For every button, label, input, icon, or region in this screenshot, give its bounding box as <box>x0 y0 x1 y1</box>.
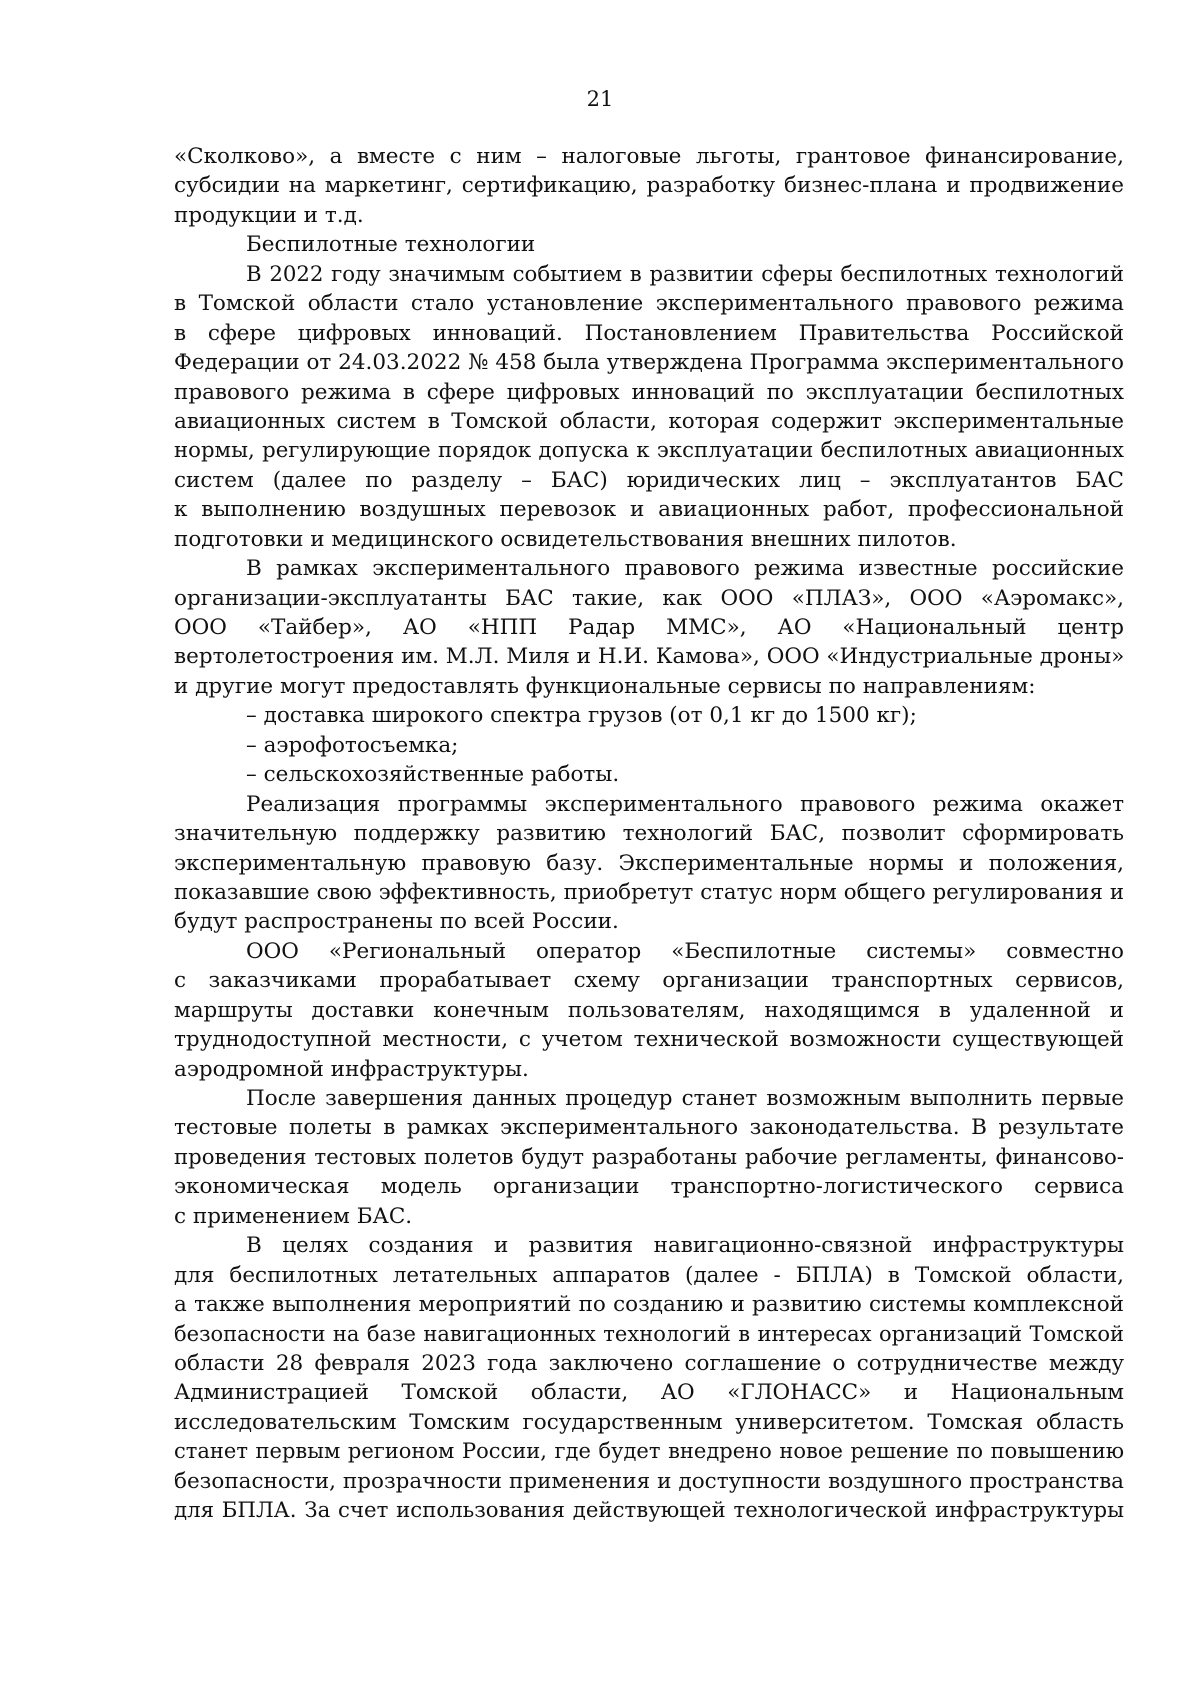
text-line: организации-эксплуатанты БАС такие, как ООО «ПЛАЗ», ООО «Аэромакс», <box>174 585 1124 611</box>
text-line: вертолетостроения им. М.Л. Миля и Н.И. Камова», ООО «Индустриальные дроны» <box>174 644 1125 670</box>
text-line: авиационных систем в Томской области, которая содержит экспериментальные <box>174 408 1124 434</box>
text-line: систем (далее по разделу – БАС) юридических лиц – эксплуатантов БАС <box>174 467 1124 493</box>
text-line: – сельскохозяйственные работы. <box>246 762 620 788</box>
text-line: с применением БАС. <box>174 1203 413 1229</box>
text-line: В рамках экспериментального правового режима известные российские <box>246 556 1124 582</box>
body-text <box>174 142 1124 1526</box>
text-line: ООО «Региональный оператор «Беспилотные системы» совместно <box>246 938 1124 964</box>
text-line: экономическая модель организации транспортно-логистического сервиса <box>174 1174 1124 1200</box>
text-line: и другие могут предоставлять функциональные сервисы по направлениям: <box>174 673 1036 699</box>
text-line: маршруты доставки конечным пользователям, находящимся в удаленной и <box>174 997 1124 1023</box>
text-line: В 2022 году значимым событием в развитии сферы беспилотных технологий <box>246 261 1124 287</box>
text-line: Администрацией Томской области, АО «ГЛОНАСС» и Национальным <box>174 1380 1124 1406</box>
text-line: тестовые полеты в рамках экспериментального законодательства. В результате <box>174 1115 1124 1141</box>
text-line: станет первым регионом России, где будет внедрено новое решение по повышению <box>174 1439 1124 1464</box>
page-number: 21 <box>586 87 614 111</box>
text-line: правового режима в сфере цифровых инноваций по эксплуатации беспилотных <box>174 379 1124 405</box>
text-line: подготовки и медицинского освидетельствования внешних пилотов. <box>174 526 957 552</box>
text-line: продукции и т.д. <box>174 202 364 228</box>
text-line: к выполнению воздушных перевозок и авиационных работ, профессиональной <box>174 497 1124 523</box>
text-line: труднодоступной местности, с учетом технической возможности существующей <box>174 1027 1124 1053</box>
text-line: аэродромной инфраструктуры. <box>174 1056 529 1082</box>
text-line: Федерации от 24.03.2022 № 458 была утверждена Программа экспериментального <box>174 350 1124 376</box>
text-line: – доставка широкого спектра грузов (от 0,1 кг до 1500 кг); <box>246 703 917 729</box>
text-line: показавшие свою эффективность, приобретут статус норм общего регулирования и <box>174 879 1124 905</box>
text-line: После завершения данных процедур станет возможным выполнить первые <box>246 1086 1124 1111</box>
text-line: «Сколково», а вместе с ним – налоговые льготы, грантовое финансирование, <box>174 144 1124 169</box>
text-line: для БПЛА. За счет использования действующей технологической инфраструктуры <box>174 1498 1124 1524</box>
text-line: будут распространены по всей России. <box>174 909 619 935</box>
text-line: исследовательским Томским государственным университетом. Томская область <box>174 1409 1124 1435</box>
text-line: с заказчиками прорабатывает схему организации транспортных сервисов, <box>174 968 1124 994</box>
text-line: ООО «Тайбер», АО «НПП Радар ММС», АО «Национальный центр <box>174 615 1124 640</box>
text-line: безопасности на базе навигационных технологий в интересах организаций Томской <box>174 1321 1124 1346</box>
text-line: Беспилотные технологии <box>246 232 536 258</box>
text-line: нормы, регулирующие порядок допуска к эксплуатации беспилотных авиационных <box>174 438 1124 464</box>
text-line: субсидии на маркетинг, сертификацию, разработку бизнес-плана и продвижение <box>174 173 1124 199</box>
text-line: в Томской области стало установление экспериментального правового режима <box>174 291 1124 317</box>
text-line: области 28 февраля 2023 года заключено соглашение о сотрудничестве между <box>174 1350 1124 1376</box>
text-line: значительную поддержку развитию технологий БАС, позволит сформировать <box>174 821 1124 847</box>
text-line: безопасности, прозрачности применения и доступности воздушного пространства <box>174 1468 1124 1494</box>
text-line: – аэрофотосъемка; <box>246 732 459 758</box>
text-line: а также выполнения мероприятий по созданию и развитию системы комплексной <box>174 1292 1124 1318</box>
text-line: экспериментальную правовую базу. Экспериментальные нормы и положения, <box>174 850 1124 876</box>
text-line: В целях создания и развития навигационно-связной инфраструктуры <box>246 1233 1124 1259</box>
text-line: в сфере цифровых инноваций. Постановлением Правительства Российской <box>174 320 1124 346</box>
text-line: проведения тестовых полетов будут разработаны рабочие регламенты, финансово- <box>174 1144 1124 1170</box>
text-line: Реализация программы экспериментального правового режима окажет <box>246 791 1124 817</box>
text-line: для беспилотных летательных аппаратов (далее - БПЛА) в Томской области, <box>174 1262 1124 1288</box>
